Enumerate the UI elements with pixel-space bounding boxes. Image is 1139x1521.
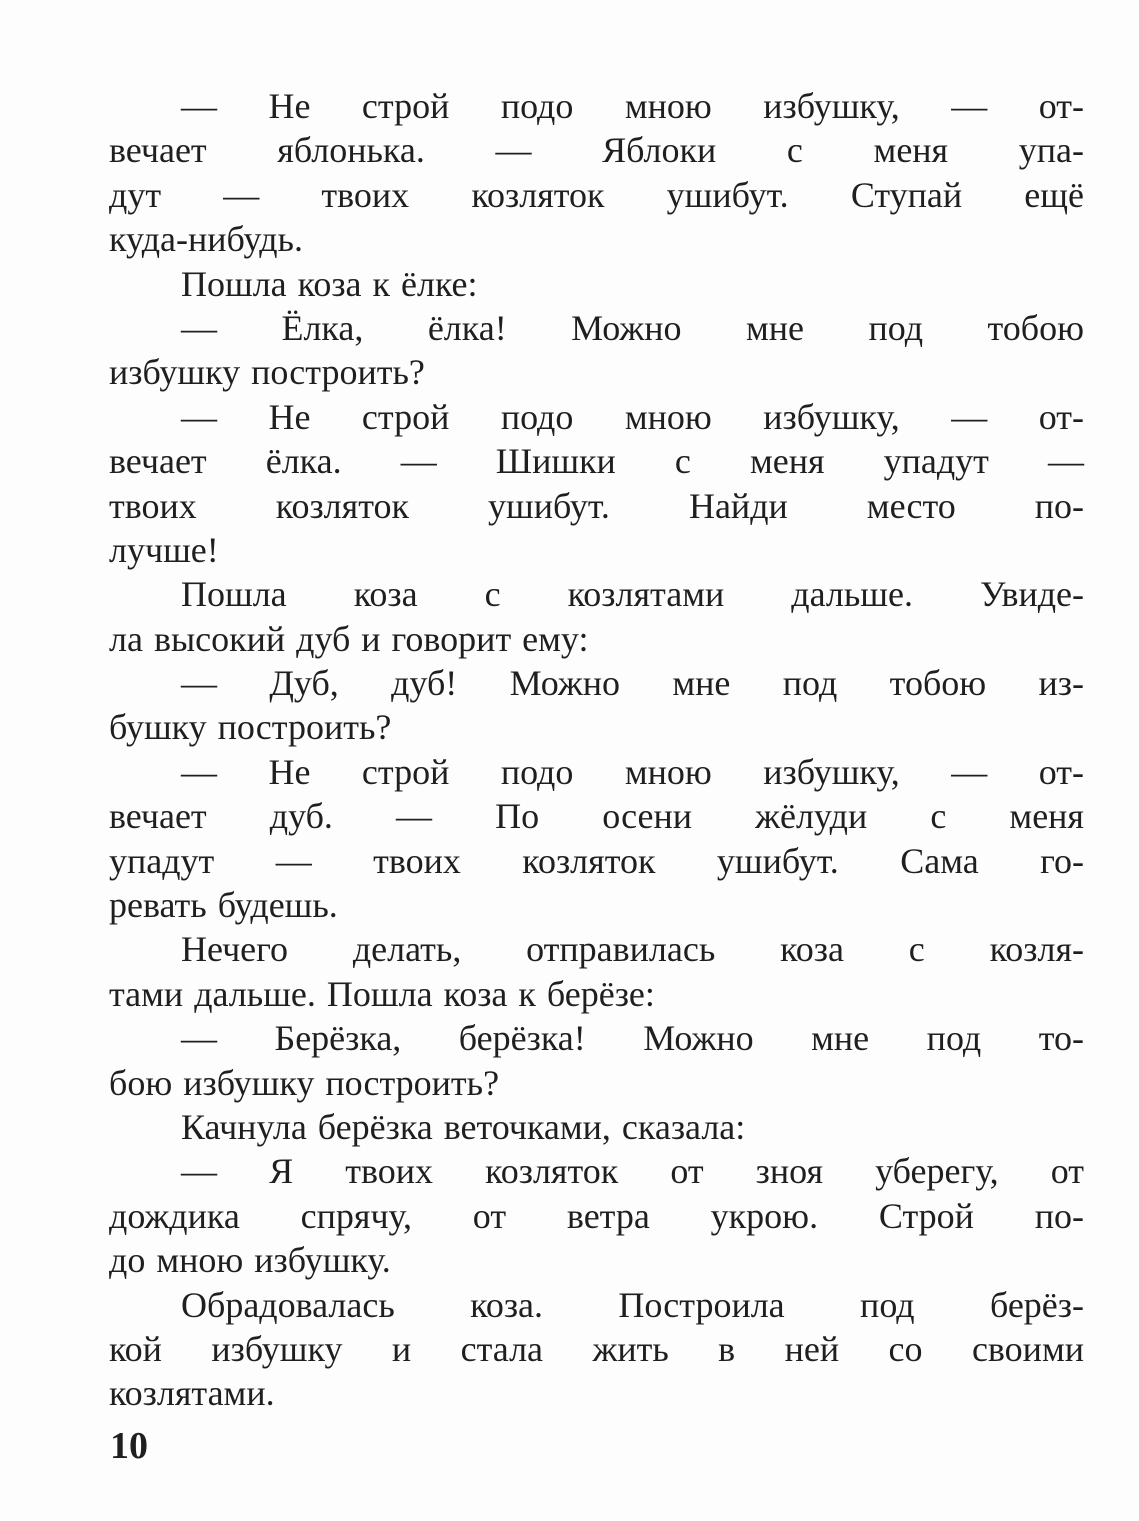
text-line: вечает яблонька. — Яблоки с меня упа-: [109, 130, 1084, 171]
text-line: козлятами.: [109, 1373, 275, 1414]
text-line: ла высокий дуб и говорит ему:: [109, 618, 589, 659]
text-line: — Берёзка, берёзка! Можно мне под то-: [181, 1018, 1084, 1059]
text-line: твоих козляток ушибут. Найди место по-: [109, 485, 1084, 526]
text-line: бушку построить?: [109, 707, 392, 748]
text-line: упадут — твоих козляток ушибут. Сама го-: [109, 840, 1084, 881]
text-line: — Не строй подо мною избушку, — от-: [181, 396, 1084, 437]
text-line: — Ёлка, ёлка! Можно мне под тобою: [181, 307, 1084, 348]
text-line: избушку построить?: [109, 352, 425, 393]
text-line: дут — твоих козляток ушибут. Ступай ещё: [109, 174, 1084, 215]
text-line: вечает ёлка. — Шишки с меня упадут —: [109, 441, 1084, 482]
text-line: бою избушку построить?: [109, 1062, 500, 1103]
text-line: — Не строй подо мною избушку, — от-: [181, 86, 1084, 126]
text-line: Пошла коза с козлятами дальше. Увиде-: [181, 574, 1084, 615]
text-line: Пошла коза к ёлке:: [181, 263, 478, 304]
text-line: Качнула берёзка веточками, сказала:: [181, 1106, 746, 1147]
text-line: лучше!: [109, 529, 219, 570]
text-line: ревать будешь.: [109, 885, 338, 926]
text-line: — Дуб, дуб! Можно мне под тобою из-: [181, 663, 1084, 704]
text-line: до мною избушку.: [109, 1240, 391, 1281]
text-line: кой избушку и стала жить в ней со своими: [109, 1328, 1084, 1369]
text-line: вечает дуб. — По осени жёлуди с меня: [109, 796, 1084, 837]
story-text: [109, 84, 1084, 1416]
text-line: — Я твоих козляток от зноя уберегу, от: [181, 1151, 1084, 1192]
page-number: 10: [110, 1425, 148, 1467]
text-line: Нечего делать, отправилась коза с козля-: [181, 929, 1084, 970]
text-line: куда-нибудь.: [109, 219, 303, 260]
text-line: Обрадовалась коза. Построила под берёз-: [181, 1284, 1084, 1325]
text-line: — Не строй подо мною избушку, — от-: [181, 751, 1084, 792]
text-line: дождика спрячу, от ветра укрою. Строй по-: [109, 1195, 1084, 1236]
text-line: тами дальше. Пошла коза к берёзе:: [109, 973, 655, 1014]
